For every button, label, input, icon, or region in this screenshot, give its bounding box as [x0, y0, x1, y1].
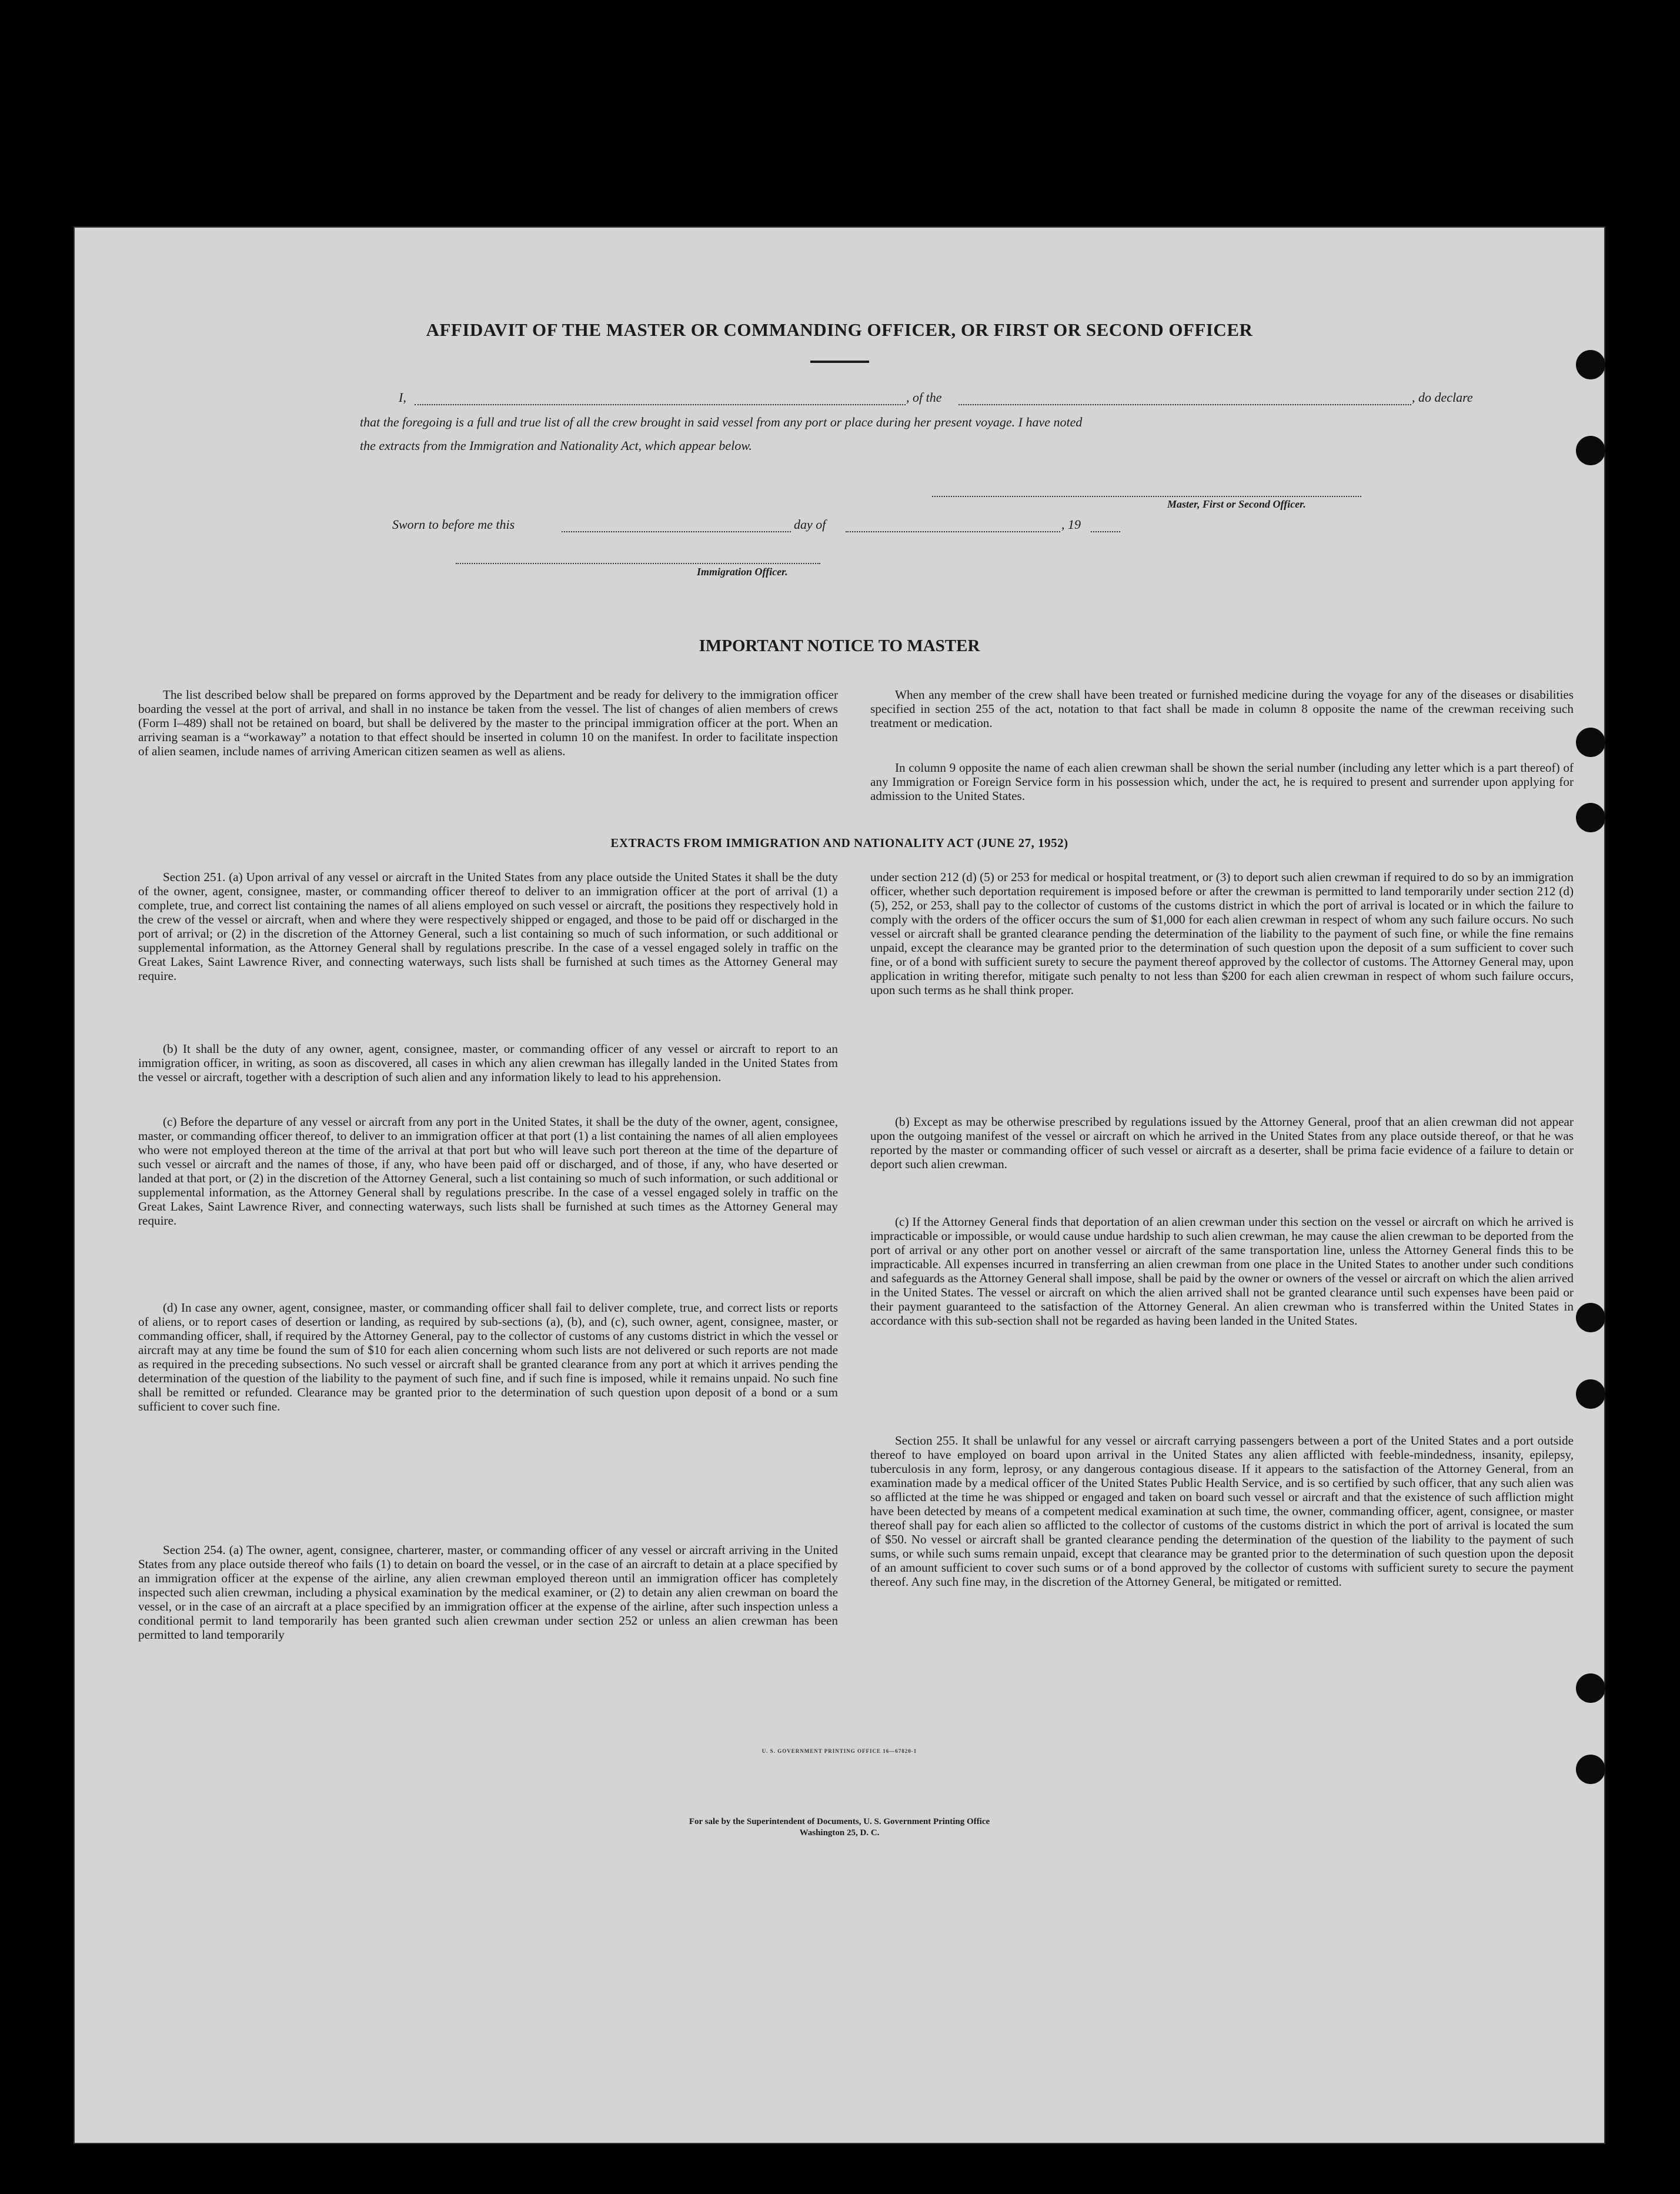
declaration-text-line-1: that the foregoing is a full and true list of all the crew brought in said vessel from any port or place during her present voyage. I have noted: [360, 415, 1083, 429]
name-blank[interactable]: [415, 404, 906, 405]
sale-line-1: For sale by the Superintendent of Documents, U. S. Government Printing Office: [689, 1817, 990, 1826]
section-254-a: Section 254. (a) The owner, agent, consignee, charterer, master, or commanding officer of any vessel or aircraft arriving in the United States from any place outside thereof who fails (1) to detain on board the vessel, or in the case of an aircraft to detain at a place specified by an immigration officer at the expense of the airline, any alien crewman employed thereon until an immigration officer has completely inspected such alien crewman, including a physical examination by the medical examiner, or (2) to detain any alien crewman on board the vessel, or in the case of an aircraft at a place specified by an immigration officer at the expense of the airline, after such inspection unless a conditional permit to land temporarily has been granted such alien crewman under section 252 or unless an alien crewman has been permitted to land temporarily: [138, 1543, 838, 1642]
gpo-imprint: U. S. GOVERNMENT PRINTING OFFICE 16—67820-1: [761, 1748, 917, 1754]
punch-hole: [1576, 1303, 1605, 1332]
master-signature-line[interactable]: [932, 496, 1361, 497]
punch-hole: [1576, 436, 1605, 465]
section-251-c: (c) Before the departure of any vessel or aircraft from any port in the United States, it shall be the duty of the owner, agent, consignee, master, or commanding officer thereof, to deliver to an immigration officer at that port (1) a list containing the names of all alien employees who were not employed thereon at the time of the arrival at that port but who will leave such port thereon at the time of the departure of such vessel or aircraft and the names of those, if any, who have been paid off or discharged, and of those, if any, who have deserted or landed at that port, or (2) in the discretion of the Attorney General, such a list containing so much of such information, or such additional or supplemental information, as the Attorney General shall by regulations prescribe. In the case of a vessel engaged solely in traffic on the Great Lakes, Saint Lawrence River, and connecting waterways, such lists shall be furnished at such times as the Attorney General may require.: [138, 1115, 838, 1228]
sale-notice: [74, 1816, 1605, 1839]
day-of-label: day of: [794, 517, 826, 532]
punch-hole: [1576, 350, 1605, 379]
punch-hole: [1576, 803, 1605, 832]
sworn-day-blank[interactable]: [562, 531, 791, 532]
sworn-month-blank[interactable]: [846, 531, 1060, 532]
master-signature-label: Master, First or Second Officer.: [1167, 498, 1306, 510]
punch-hole: [1576, 1379, 1605, 1409]
sworn-year-blank[interactable]: [1091, 531, 1120, 532]
immigration-officer-signature-line[interactable]: [456, 563, 820, 564]
section-254-b: (b) Except as may be otherwise prescribed by regulations issued by the Attorney General, proof that an alien crewman did not appear upon the outgoing manifest of the vessel or aircraft on which he arrived in the United States from any place outside thereof, or that he was reported by the master or commanding officer of such vessel or aircraft as a deserter, shall be prima facie evidence of a failure to detain or deport such alien crewman.: [870, 1115, 1574, 1171]
vessel-blank[interactable]: [958, 404, 1411, 405]
title-rule: [810, 361, 869, 363]
declaration-i: I,: [399, 390, 406, 405]
extracts-title: EXTRACTS FROM IMMIGRATION AND NATIONALITY ACT (JUNE 27, 1952): [610, 836, 1068, 850]
section-254-a-continued: under section 212 (d) (5) or 253 for medical or hospital treatment, or (3) to deport such alien crewman if required to do so by an immigration officer, whether such deportation requirement is imposed before or after the crewman is permitted to land temporarily under section 212 (d) (5), 252, or 253, shall pay to the collector of customs of the customs district in which the port of arrival is located or in which the failure to comply with the orders of the officer occurs the sum of $1,000 for each alien crewman in respect of whom any such failure occurs. No such vessel or aircraft shall be granted clearance pending the determination of the liability to the payment of such fine, or while the fine remains unpaid, except the clearance may be granted prior to the determination of such question upon the deposit of a sum sufficient to cover such fine, or of a bond with sufficient surety to secure the payment thereof approved by the collector of customs. The Attorney General may, upon application in writing therefor, mitigate such penalty to not less than $200 for each alien crewman in respect of whom such failure occurs, upon such terms as he shall think proper.: [870, 870, 1574, 997]
notice-title: IMPORTANT NOTICE TO MASTER: [699, 636, 980, 655]
declaration-do-declare: , do declare: [1412, 390, 1473, 405]
declaration-text-line-2: the extracts from the Immigration and Nationality Act, which appear below.: [360, 438, 752, 453]
section-251-d: (d) In case any owner, agent, consignee, master, or commanding officer shall fail to deliver complete, true, and correct lists or reports of aliens, or to report cases of desertion or landing, as required by sub-sections (a), (b), and (c), such owner, agent, consignee, master, or commanding officer, shall, if required by the Attorney General, pay to the collector of customs of any customs district in which the vessel or aircraft may at any time be found the sum of $10 for each alien concerning whom such lists are not delivered or such reports are not made as required in the preceding subsections. No such vessel or aircraft shall be granted clearance from any port at which it arrives pending the determination of the question of the liability to the payment of such fine, and if such fine is imposed, while it remains unpaid. No such fine shall be remitted or refunded. Clearance may be granted prior to the determination of such question upon deposit of a bond or a sum sufficient to cover such fine.: [138, 1301, 838, 1413]
notice-left-paragraph: The list described below shall be prepared on forms approved by the Department and be ready for delivery to the immigration officer boarding the vessel at the port of arrival, and shall in no instance be taken from the vessel. The list of changes of alien members of crews (Form I–489) shall not be retained on board, but shall be delivered by the master to the principal immigration officer at the port. When an arriving seaman is a “workaway” a notation to that effect should be inserted in column 10 on the manifest. In order to facilitate inspection of alien seamen, include names of arriving American citizen seamen as well as aliens.: [138, 688, 838, 758]
immigration-officer-label: Immigration Officer.: [697, 566, 788, 578]
form-sheet: [74, 226, 1605, 2144]
section-251-b: (b) It shall be the duty of any owner, agent, consignee, master, or commanding officer of any vessel or aircraft to report to an immigration officer, in writing, as soon as discovered, all cases in which any alien crewman has illegally landed in the United States from the vessel or aircraft, together with a description of such alien and any information likely to lead to his apprehension.: [138, 1042, 838, 1084]
sworn-label: Sworn to before me this: [392, 517, 515, 532]
punch-hole: [1576, 1673, 1605, 1703]
declaration-of-the: , of the: [906, 390, 942, 405]
punch-hole: [1576, 728, 1605, 757]
section-254-c: (c) If the Attorney General finds that deportation of an alien crewman under this section on the vessel or aircraft on which he arrived is impracticable or impossible, or would cause undue hardship to such alien crewman, he may cause the alien crewman to be deported from the port of arrival or any other port on another vessel or aircraft of the same transportation line, unless the Attorney General finds this to be impracticable. All expenses incurred in transferring an alien crewman from one place in the United States to another under such conditions and safeguards as the Attorney General shall impose, shall be paid by the owner or owners of the vessel or aircraft on which the alien arrived in the United States. The vessel or aircraft on which the alien arrived shall not be granted clearance until such expenses have been paid or their payment guaranteed to the satisfaction of the Attorney General. An alien crewman who is transferred within the United States in accordance with this sub-section shall not be regarded as having been landed in the United States.: [870, 1215, 1574, 1328]
section-251-a: Section 251. (a) Upon arrival of any vessel or aircraft in the United States from any place outside the United States it shall be the duty of the owner, agent, consignee, master, or commanding officer thereof to deliver to an immigration officer at the port of arrival (1) a complete, true, and correct list containing the names of all aliens employed on such vessel or aircraft, the positions they respectively hold in the crew of the vessel or aircraft, when and where they were respectively shipped or engaged, and those to be paid off or discharged in the port of arrival; or (2) in the discretion of the Attorney General, such a list containing so much of such information, or such additional or supplemental information, as the Attorney General shall by regulations prescribe. In the case of a vessel engaged solely in traffic on the Great Lakes, Saint Lawrence River, and connecting waterways, such lists shall be furnished at such times as the Attorney General may require.: [138, 870, 838, 983]
notice-right-paragraph-1: When any member of the crew shall have been treated or furnished medicine during the voyage for any of the diseases or disabilities specified in section 255 of the act, notation to that fact shall be made in column 8 opposite the name of the crewman receiving such treatment or medication.: [870, 688, 1574, 730]
year-label: , 19: [1061, 517, 1081, 532]
affidavit-title: AFFIDAVIT OF THE MASTER OR COMMANDING OFFICER, OR FIRST OR SECOND OFFICER: [426, 319, 1253, 340]
notice-right-paragraph-2: In column 9 opposite the name of each alien crewman shall be shown the serial number (including any letter which is a part thereof) of any Immigration or Foreign Service form in his possession which, under the act, he is required to present and surrender upon applying for admission to the United States.: [870, 761, 1574, 803]
punch-hole: [1576, 1755, 1605, 1784]
section-255: Section 255. It shall be unlawful for any vessel or aircraft carrying passengers between a port of the United States and a port outside thereof to have employed on board upon arrival in the United States any alien afflicted with feeble-mindedness, insanity, epilepsy, tuberculosis in any form, leprosy, or any dangerous contagious disease. If it appears to the satisfaction of the Attorney General, from an examination made by a medical officer of the United States Public Health Service, and is so certified by such officer, that any such alien was so afflicted at the time he was shipped or engaged and taken on board such vessel or aircraft and that the existence of such affliction might have been detected by means of a competent medical examination at such time, the owner, commanding officer, agent, consignee, or master thereof shall pay for each alien so afflicted to the collector of customs of the customs district in which the port of arrival is located the sum of $50. No vessel or aircraft shall be granted clearance pending the determination of the question of the liability to the payment of such sums, or while such sums remain unpaid, except that clearance may be granted prior to the determination of such question upon the deposit of an amount sufficient to cover such sums or of a bond approved by the collector of customs with sufficient surety to secure the payment thereof. Any such fine may, in the discretion of the Attorney General, be mitigated or remitted.: [870, 1433, 1574, 1589]
sale-line-2: Washington 25, D. C.: [799, 1828, 880, 1838]
